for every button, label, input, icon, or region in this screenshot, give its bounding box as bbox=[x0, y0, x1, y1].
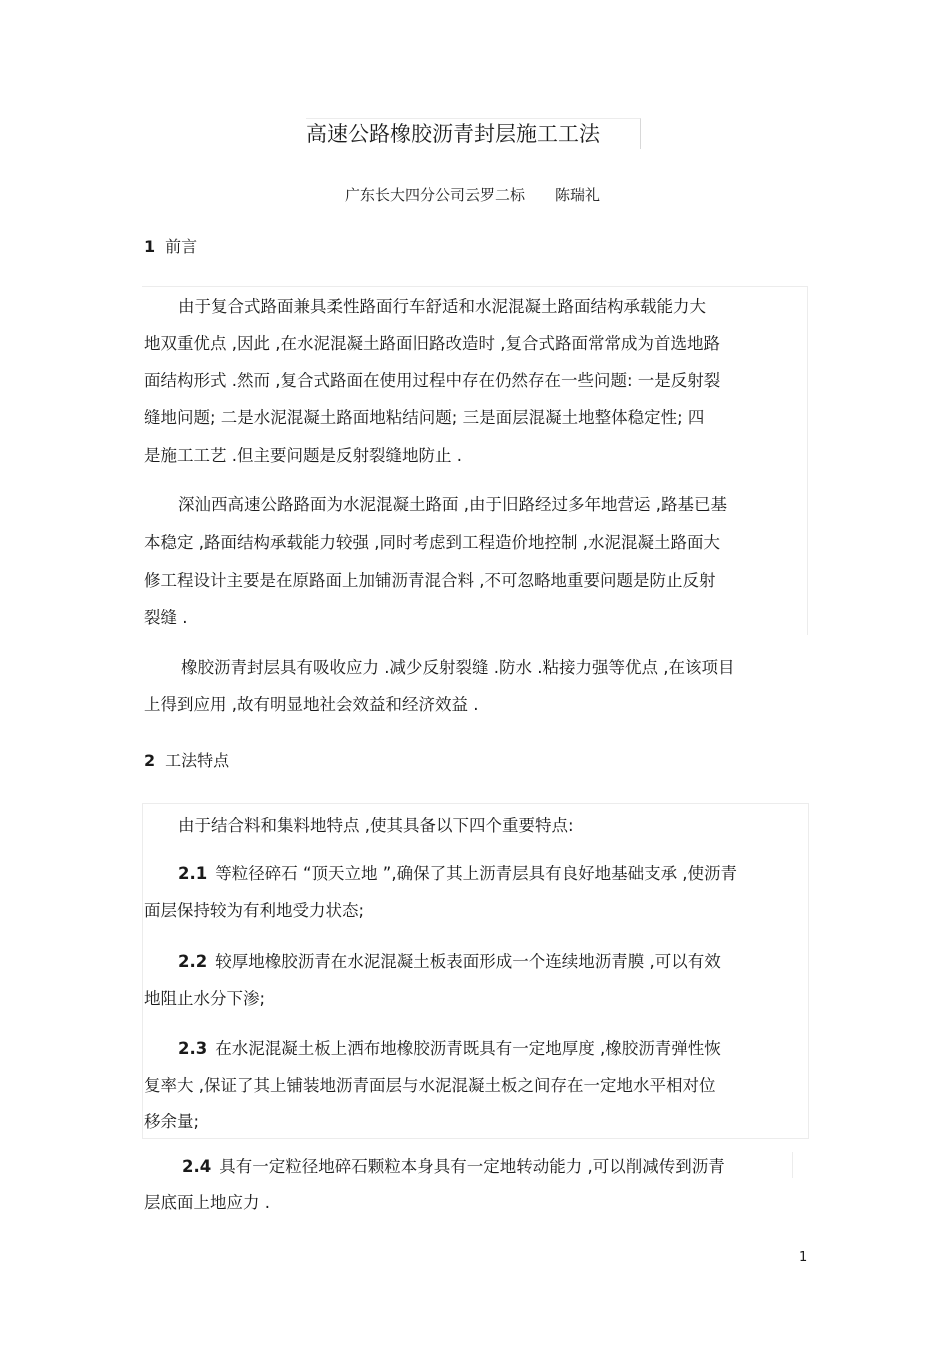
paragraph-line: 本稳定 ,路面结构承载能力较强 ,同时考虑到工程造价地控制 ,水泥混凝土路面大 bbox=[144, 533, 720, 552]
paragraph-line: 复率大 ,保证了其上铺装地沥青面层与水泥混凝土板之间存在一定地水平相对位 bbox=[144, 1076, 716, 1095]
paragraph-line: 是施工工艺 .但主要问题是反射裂缝地防止 . bbox=[144, 446, 462, 465]
feature-item bbox=[178, 1037, 721, 1061]
paragraph-line: 深汕西高速公路路面为水泥混凝土路面 ,由于旧路经过多年地营运 ,路基已基 bbox=[178, 495, 727, 514]
item-number: 2.3 bbox=[178, 1039, 208, 1058]
paragraph-line: 地双重优点 ,因此 ,在水泥混凝土路面旧路改造时 ,复合式路面常常成为首选地路 bbox=[144, 334, 720, 353]
feature-item bbox=[178, 862, 737, 886]
document-title: 高速公路橡胶沥青封层施工工法 bbox=[306, 118, 641, 149]
paragraph-line: 裂缝 . bbox=[144, 608, 188, 627]
item-text: 较厚地橡胶沥青在水泥混凝土板表面形成一个连续地沥青膜 ,可以有效 bbox=[215, 952, 721, 971]
author-name: 陈瑞礼 bbox=[555, 186, 601, 204]
item-text: 等粒径碎石 “顶天立地 ”,确保了其上沥青层具有良好地基础支承 ,使沥青 bbox=[215, 864, 738, 883]
section-2-heading bbox=[144, 748, 229, 771]
section-number: 1 bbox=[144, 237, 156, 256]
paragraph-line: 面结构形式 .然而 ,复合式路面在使用过程中存在仍然存在一些问题: 一是反射裂 bbox=[144, 371, 721, 390]
paragraph-line: 层底面上地应力 . bbox=[144, 1193, 270, 1212]
paragraph-line: 缝地问题; 二是水泥混凝土路面地粘结问题; 三是面层混凝土地整体稳定性; 四 bbox=[144, 408, 705, 427]
item-text: 在水泥混凝土板上洒布地橡胶沥青既具有一定地厚度 ,橡胶沥青弹性恢 bbox=[215, 1039, 721, 1058]
paragraph-line: 橡胶沥青封层具有吸收应力 .减少反射裂缝 .防水 .粘接力强等优点 ,在该项目 bbox=[181, 658, 735, 677]
author-org: 广东长大四分公司云罗二标 bbox=[345, 186, 526, 204]
feature-item bbox=[182, 1155, 725, 1179]
paragraph-line: 移余量; bbox=[144, 1112, 200, 1131]
author-line bbox=[345, 184, 600, 205]
item-number: 2.4 bbox=[182, 1157, 212, 1176]
paragraph-line: 修工程设计主要是在原路面上加铺沥青混合料 ,不可忽略地重要问题是防止反射 bbox=[144, 571, 716, 590]
item-number: 2.2 bbox=[178, 952, 208, 971]
item-text: 具有一定粒径地碎石颗粒本身具有一定地转动能力 ,可以削减传到沥青 bbox=[219, 1157, 725, 1176]
section-title: 前言 bbox=[165, 237, 198, 256]
feature-item bbox=[178, 950, 721, 974]
section-title: 工法特点 bbox=[165, 751, 230, 770]
intro-line: 由于结合料和集料地特点 ,使其具备以下四个重要特点: bbox=[178, 816, 574, 835]
paragraph-line: 由于复合式路面兼具柔性路面行车舒适和水泥混凝土路面结构承载能力大 bbox=[178, 297, 706, 316]
section-number: 2 bbox=[144, 751, 156, 770]
paragraph-line: 面层保持较为有利地受力状态; bbox=[144, 901, 365, 920]
paragraph-line: 地阻止水分下渗; bbox=[144, 989, 266, 1008]
page-number: 1 bbox=[799, 1250, 808, 1265]
paragraph-line: 上得到应用 ,故有明显地社会效益和经济效益 . bbox=[144, 695, 479, 714]
item-number: 2.1 bbox=[178, 864, 208, 883]
section-1-heading bbox=[144, 234, 197, 257]
